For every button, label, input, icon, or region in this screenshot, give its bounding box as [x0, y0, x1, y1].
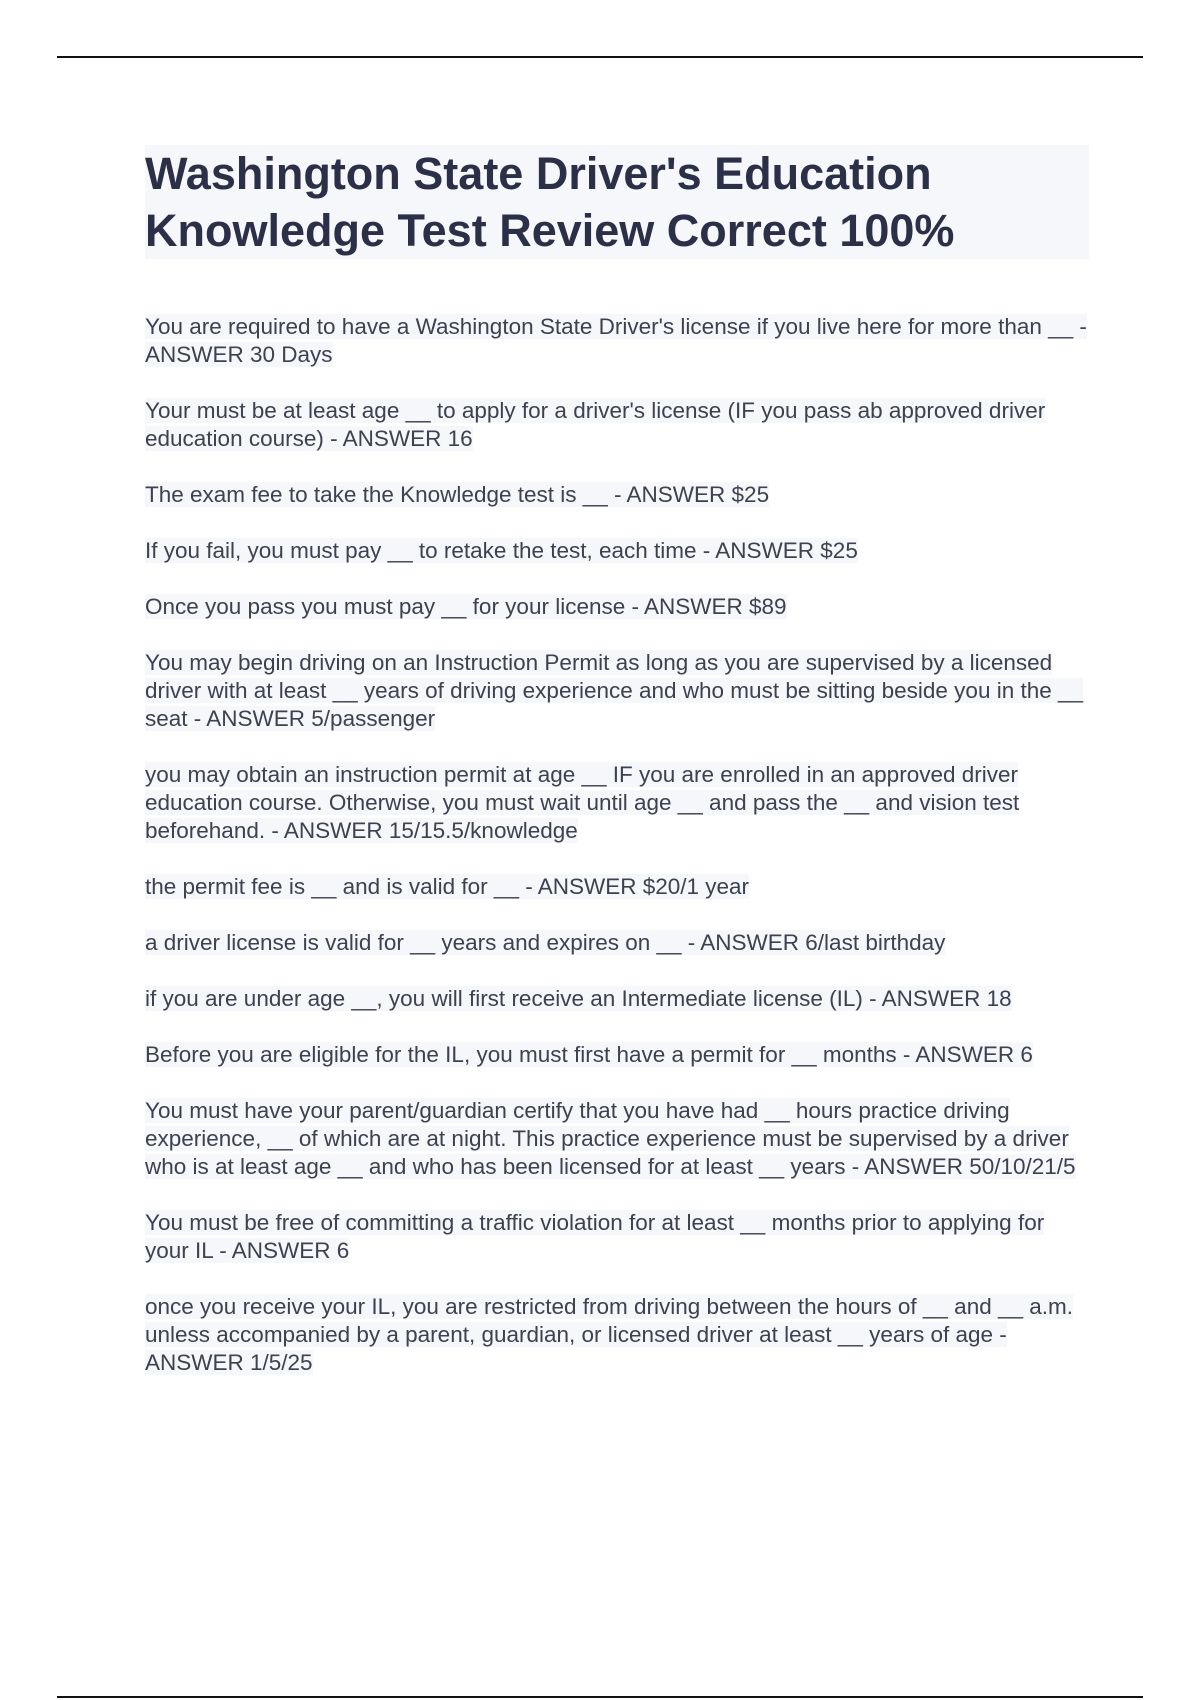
qa-text: Before you are eligible for the IL, you must first have a permit for __ months - ANSWER 6 — [145, 1042, 1033, 1067]
qa-text: you may obtain an instruction permit at age __ IF you are enrolled in an approved driver education course. Otherwise, you must wait until age __ and pass the __ and vision test beforehand. - ANSWER 15/15.5/knowledge — [145, 762, 1020, 843]
qa-text: Once you pass you must pay __ for your license - ANSWER $89 — [145, 594, 787, 619]
qa-item — [145, 1209, 1089, 1265]
qa-item — [145, 649, 1089, 733]
qa-item — [145, 1293, 1089, 1377]
qa-item — [145, 397, 1089, 453]
qa-text: You must have your parent/guardian certify that you have had __ hours practice driving experience, __ of which are at night. This practice experience must be supervised by a driver who is at least age __ and who has been licensed for at least __ years - ANSWER 50/10/21/5 — [145, 1098, 1076, 1179]
qa-text: If you fail, you must pay __ to retake the test, each time - ANSWER $25 — [145, 538, 858, 563]
qa-text: the permit fee is __ and is valid for __ - ANSWER $20/1 year — [145, 874, 750, 899]
qa-text: You may begin driving on an Instruction Permit as long as you are supervised by a licensed driver with at least __ years of driving experience and who must be sitting beside you in the __ seat - ANSWER 5/passenger — [145, 650, 1084, 731]
qa-item — [145, 873, 1089, 901]
qa-item — [145, 985, 1089, 1013]
qa-item — [145, 313, 1089, 369]
qa-item — [145, 1041, 1089, 1069]
qa-text: You must be free of committing a traffic violation for at least __ months prior to applying for your IL - ANSWER 6 — [145, 1210, 1045, 1263]
document-title: Washington State Driver's Education Knowledge Test Review Correct 100% — [145, 145, 1089, 259]
qa-text: once you receive your IL, you are restricted from driving between the hours of __ and __ a.m. unless accompanied by a parent, guardian, or licensed driver at least __ years of age - ANSWER 1/5/25 — [145, 1294, 1074, 1375]
bottom-rule — [57, 1696, 1143, 1698]
qa-text: a driver license is valid for __ years and expires on __ - ANSWER 6/last birthday — [145, 930, 946, 955]
qa-text: Your must be at least age __ to apply for a driver's license (IF you pass ab approved driver education course) - ANSWER 16 — [145, 398, 1046, 451]
qa-text: The exam fee to take the Knowledge test is __ - ANSWER $25 — [145, 482, 770, 507]
qa-text: if you are under age __, you will first receive an Intermediate license (IL) - ANSWER 18 — [145, 986, 1012, 1011]
qa-item — [145, 1097, 1089, 1181]
document-body — [145, 145, 1089, 1405]
qa-item — [145, 761, 1089, 845]
qa-item — [145, 929, 1089, 957]
qa-item — [145, 593, 1089, 621]
qa-text: You are required to have a Washington State Driver's license if you live here for more than __ - ANSWER 30 Days — [145, 314, 1087, 367]
qa-item — [145, 481, 1089, 509]
top-rule — [57, 56, 1143, 58]
qa-list — [145, 313, 1089, 1377]
qa-item — [145, 537, 1089, 565]
